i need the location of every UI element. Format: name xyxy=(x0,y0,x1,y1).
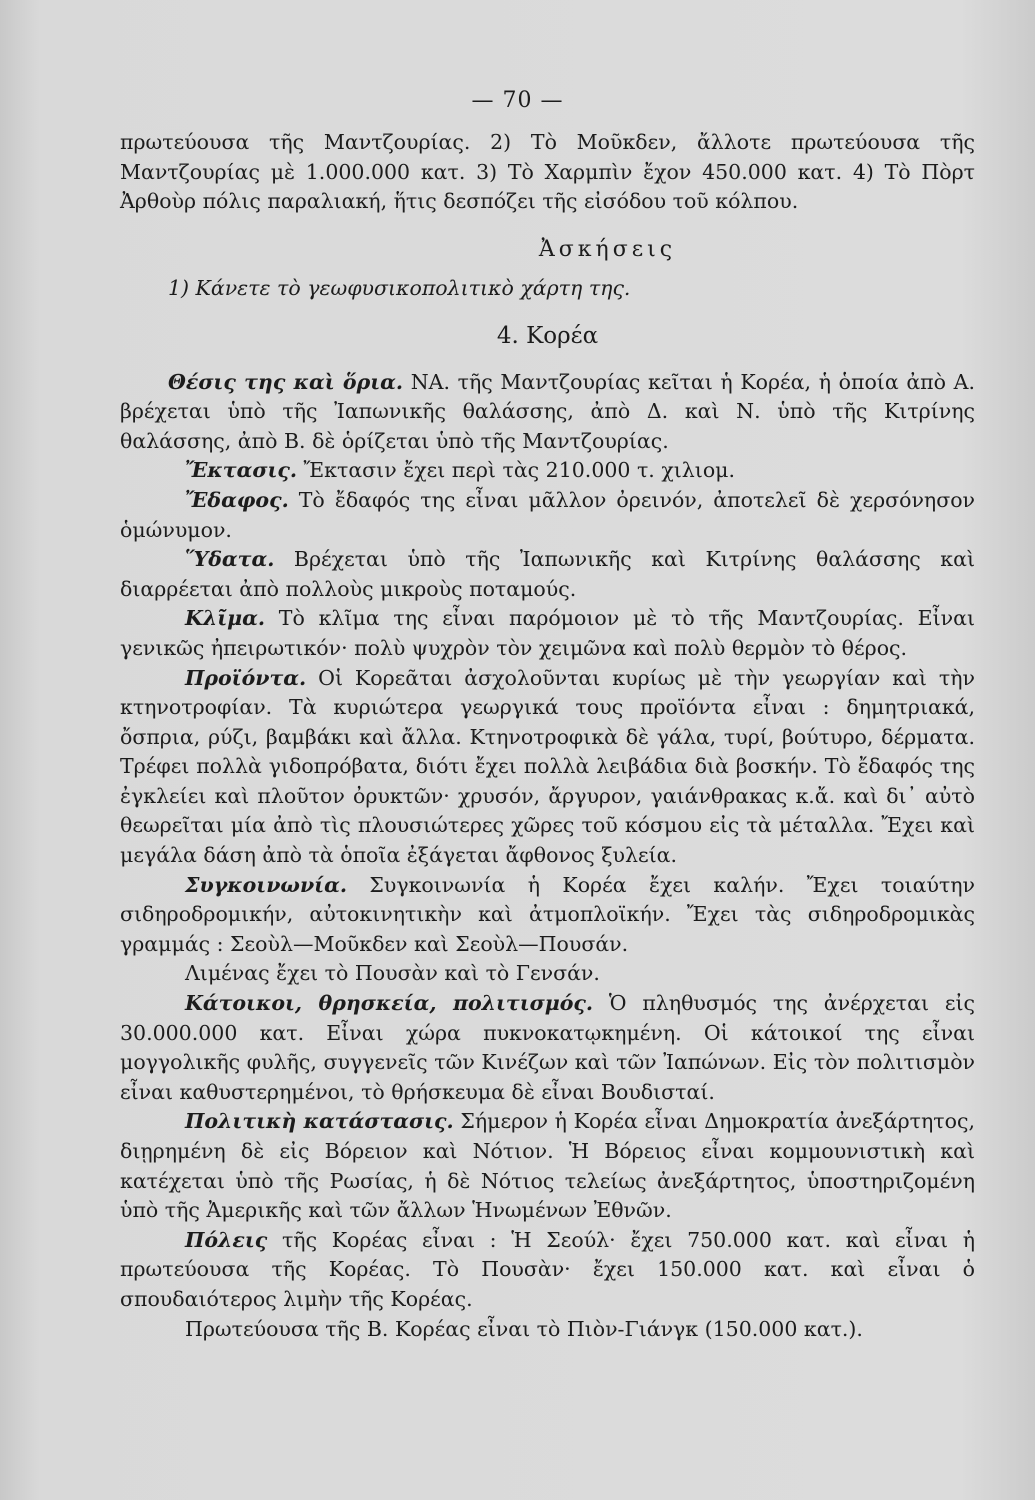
section-title: 4. Κορέα xyxy=(496,322,599,349)
paragraph-position xyxy=(120,368,975,457)
exercise-item: 1) Κάνετε τὸ γεωφυσικοπολιτικὸ χάρτη της. xyxy=(168,276,631,301)
paragraph-ports xyxy=(120,959,975,989)
paragraph-lead: Πόλεις xyxy=(185,1227,268,1252)
paragraph-text: Τὸ ἔδαφός της εἶναι μᾶλλον ὀρεινόν, ἀποτελεῖ δὲ χερσόνησον ὁμώνυμον. xyxy=(120,487,975,542)
paragraph-text: Οἱ Κορεᾶται ἀσχολοῦνται κυρίως μὲ τὴν γεωργίαν καὶ τὴν κτηνοτροφίαν. Τὰ κυριώτερα γεωργικά τους προϊόντα εἶναι : δημητριακά, ὄσπρια, ρύζι, βαμβάκι καὶ ἄλλα. Κτηνοτροφικὰ δὲ γάλα, τυρί, βούτυρο, δέρματα. Τρέφει πολλὰ γιδοπρόβατα, διότι ἔχει πολλὰ λειβάδια διὰ βοσκήν. Τὸ ἔδαφός της ἐγκλείει καὶ πλοῦτον ὀρυκτῶν· χρυσόν, ἄργυρον, γαιάνθρακας κ.ἄ. καὶ δι᾽ αὐτὸ θεωρεῖται μία ἀπὸ τὶς πλουσιώτερες χῶρες τοῦ κόσμου εἰς τὰ μέταλλα. Ἔχει καὶ μεγάλα δάση ἀπὸ τὰ ὁποῖα ἐξάγεται ἄφθονος ξυλεία. xyxy=(120,665,975,868)
paragraph-area xyxy=(120,456,975,486)
paragraph-lead: Προϊόντα. xyxy=(185,665,307,690)
paragraph-text: Ὁ πληθυσμός της ἀνέρχεται εἰς 30.000.000 κατ. Εἶναι χώρα πυκνοκατῳκημένη. Οἱ κάτοικοί της εἶναι μογγολικῆς φυλῆς, συγγενεῖς τῶν Κινέζων καὶ τῶν Ἰαπώνων. Εἰς τὸν πολιτισμὸν εἶναι καθυστερημένοι, τὸ θρήσκευμα δὲ εἶναι Βουδισταί. xyxy=(120,991,975,1104)
paragraph-text: Τὸ κλῖμα της εἶναι παρόμοιον μὲ τὸ τῆς Μαντζουρίας. Εἶναι γενικῶς ἠπειρωτικόν· πολὺ ψυχρὸν τὸν χειμῶνα καὶ πολὺ θερμὸν τὸ θέρος. xyxy=(120,606,975,660)
exercises-heading: Ἀσκήσεις xyxy=(538,236,677,262)
paragraph-cities xyxy=(120,1226,975,1315)
paragraph-products xyxy=(120,664,975,871)
paragraph-lead: Θέσις της καὶ ὅρια. xyxy=(168,369,404,394)
paragraph-text: Σήμερον ἡ Κορέα εἶναι Δημοκρατία ἀνεξάρτητος, διῃρημένη δὲ εἰς Βόρειον καὶ Νότιον. Ἡ Βόρειος εἶναι κομμουνιστικὴ καὶ κατέχεται ὑπὸ τῆς Ρωσίας, ἡ δὲ Νότιος τελείως ἀνεξάρτητος, ὑποστηριζομένη ὑπὸ τῆς Ἀμερικῆς καὶ τῶν ἄλλων Ἡνωμένων Ἐθνῶν. xyxy=(120,1109,975,1223)
paragraph-text: ΝΑ. τῆς Μαντζουρίας κεῖται ἡ Κορέα, ἡ ὁποία ἀπὸ Α. βρέχεται ὑπὸ τῆς Ἰαπωνικῆς θαλάσσης, ἀπὸ Δ. καὶ Ν. ὑπὸ τῆς Κιτρίνης θαλάσσης, ἀπὸ Β. δὲ ὁρίζεται ὑπὸ τῆς Μαντζουρίας. xyxy=(120,369,975,453)
paragraph-lead: Κλῖμα. xyxy=(185,606,266,631)
paragraph-politics xyxy=(120,1107,975,1225)
intro-paragraph: πρωτεύουσα τῆς Μαντζουρίας. 2) Τὸ Μοῦκδεν, ἄλλοτε πρωτεύουσα τῆς Μαντζουρίας μὲ 1.000.000 κατ. 3) Τὸ Χαρμπὶν ἔχον 450.000 κατ. 4) Τὸ Πὸρτ Ἀρθοὺρ πόλις παραλιακή, ἥτις δεσπόζει τῆς εἰσόδου τοῦ κόλπου. xyxy=(120,130,975,214)
body-text xyxy=(120,128,975,1344)
paragraph-lead: Συγκοινωνία. xyxy=(185,872,348,897)
paragraph-climate xyxy=(120,604,975,663)
paragraph-lead: Ἔδαφος. xyxy=(185,487,289,512)
paragraph-terrain xyxy=(120,486,975,545)
paragraph-lead: Κάτοικοι, θρησκεία, πολιτισμός. xyxy=(185,991,594,1016)
paragraph-text: Λιμένας ἔχει τὸ Πουσὰν καὶ τὸ Γενσάν. xyxy=(185,961,600,986)
paragraph-waters xyxy=(120,545,975,604)
paragraph-transport xyxy=(120,871,975,960)
paragraph-text: Πρωτεύουσα τῆς Β. Κορέας εἶναι τὸ Πιὸν-Γιάνγκ (150.000 κατ.). xyxy=(185,1316,863,1341)
paragraph-text: Συγκοινωνία ἡ Κορέα ἔχει καλήν. Ἔχει τοιαύτην σιδηροδρομικήν, αὐτοκινητικὴν καὶ ἀτμοπλοϊκήν. Ἔχει τὰς σιδηροδρομικὰς γραμμάς : Σεοὺλ—Μοῦκδεν καὶ Σεοὺλ—Πουσάν. xyxy=(120,872,975,956)
paragraph-text: τῆς Κορέας εἶναι : Ἡ Σεούλ· ἔχει 750.000 κατ. καὶ εἶναι ἡ πρωτεύουσα τῆς Κορέας. Τὸ Πουσὰν· ἔχει 150.000 κατ. καὶ εἶναι ὁ σπουδαιότερος λιμὴν τῆς Κορέας. xyxy=(120,1227,975,1311)
paragraph-text: Βρέχεται ὑπὸ τῆς Ἰαπωνικῆς καὶ Κιτρίνης θαλάσσης καὶ διαρρέεται ἀπὸ πολλοὺς μικροὺς ποταμούς. xyxy=(120,547,975,601)
paragraph-text: Ἔκτασιν ἔχει περὶ τὰς 210.000 τ. χιλιομ. xyxy=(297,458,736,483)
paragraph-lead: Ἔκτασις. xyxy=(185,458,297,483)
paragraph-north-capital xyxy=(120,1315,975,1345)
page-number: — 70 — xyxy=(471,88,564,113)
paragraph-lead: Ὕδατα. xyxy=(185,547,275,572)
paragraph-population xyxy=(120,989,975,1107)
paragraph-lead: Πολιτικὴ κατάστασις. xyxy=(185,1109,454,1134)
